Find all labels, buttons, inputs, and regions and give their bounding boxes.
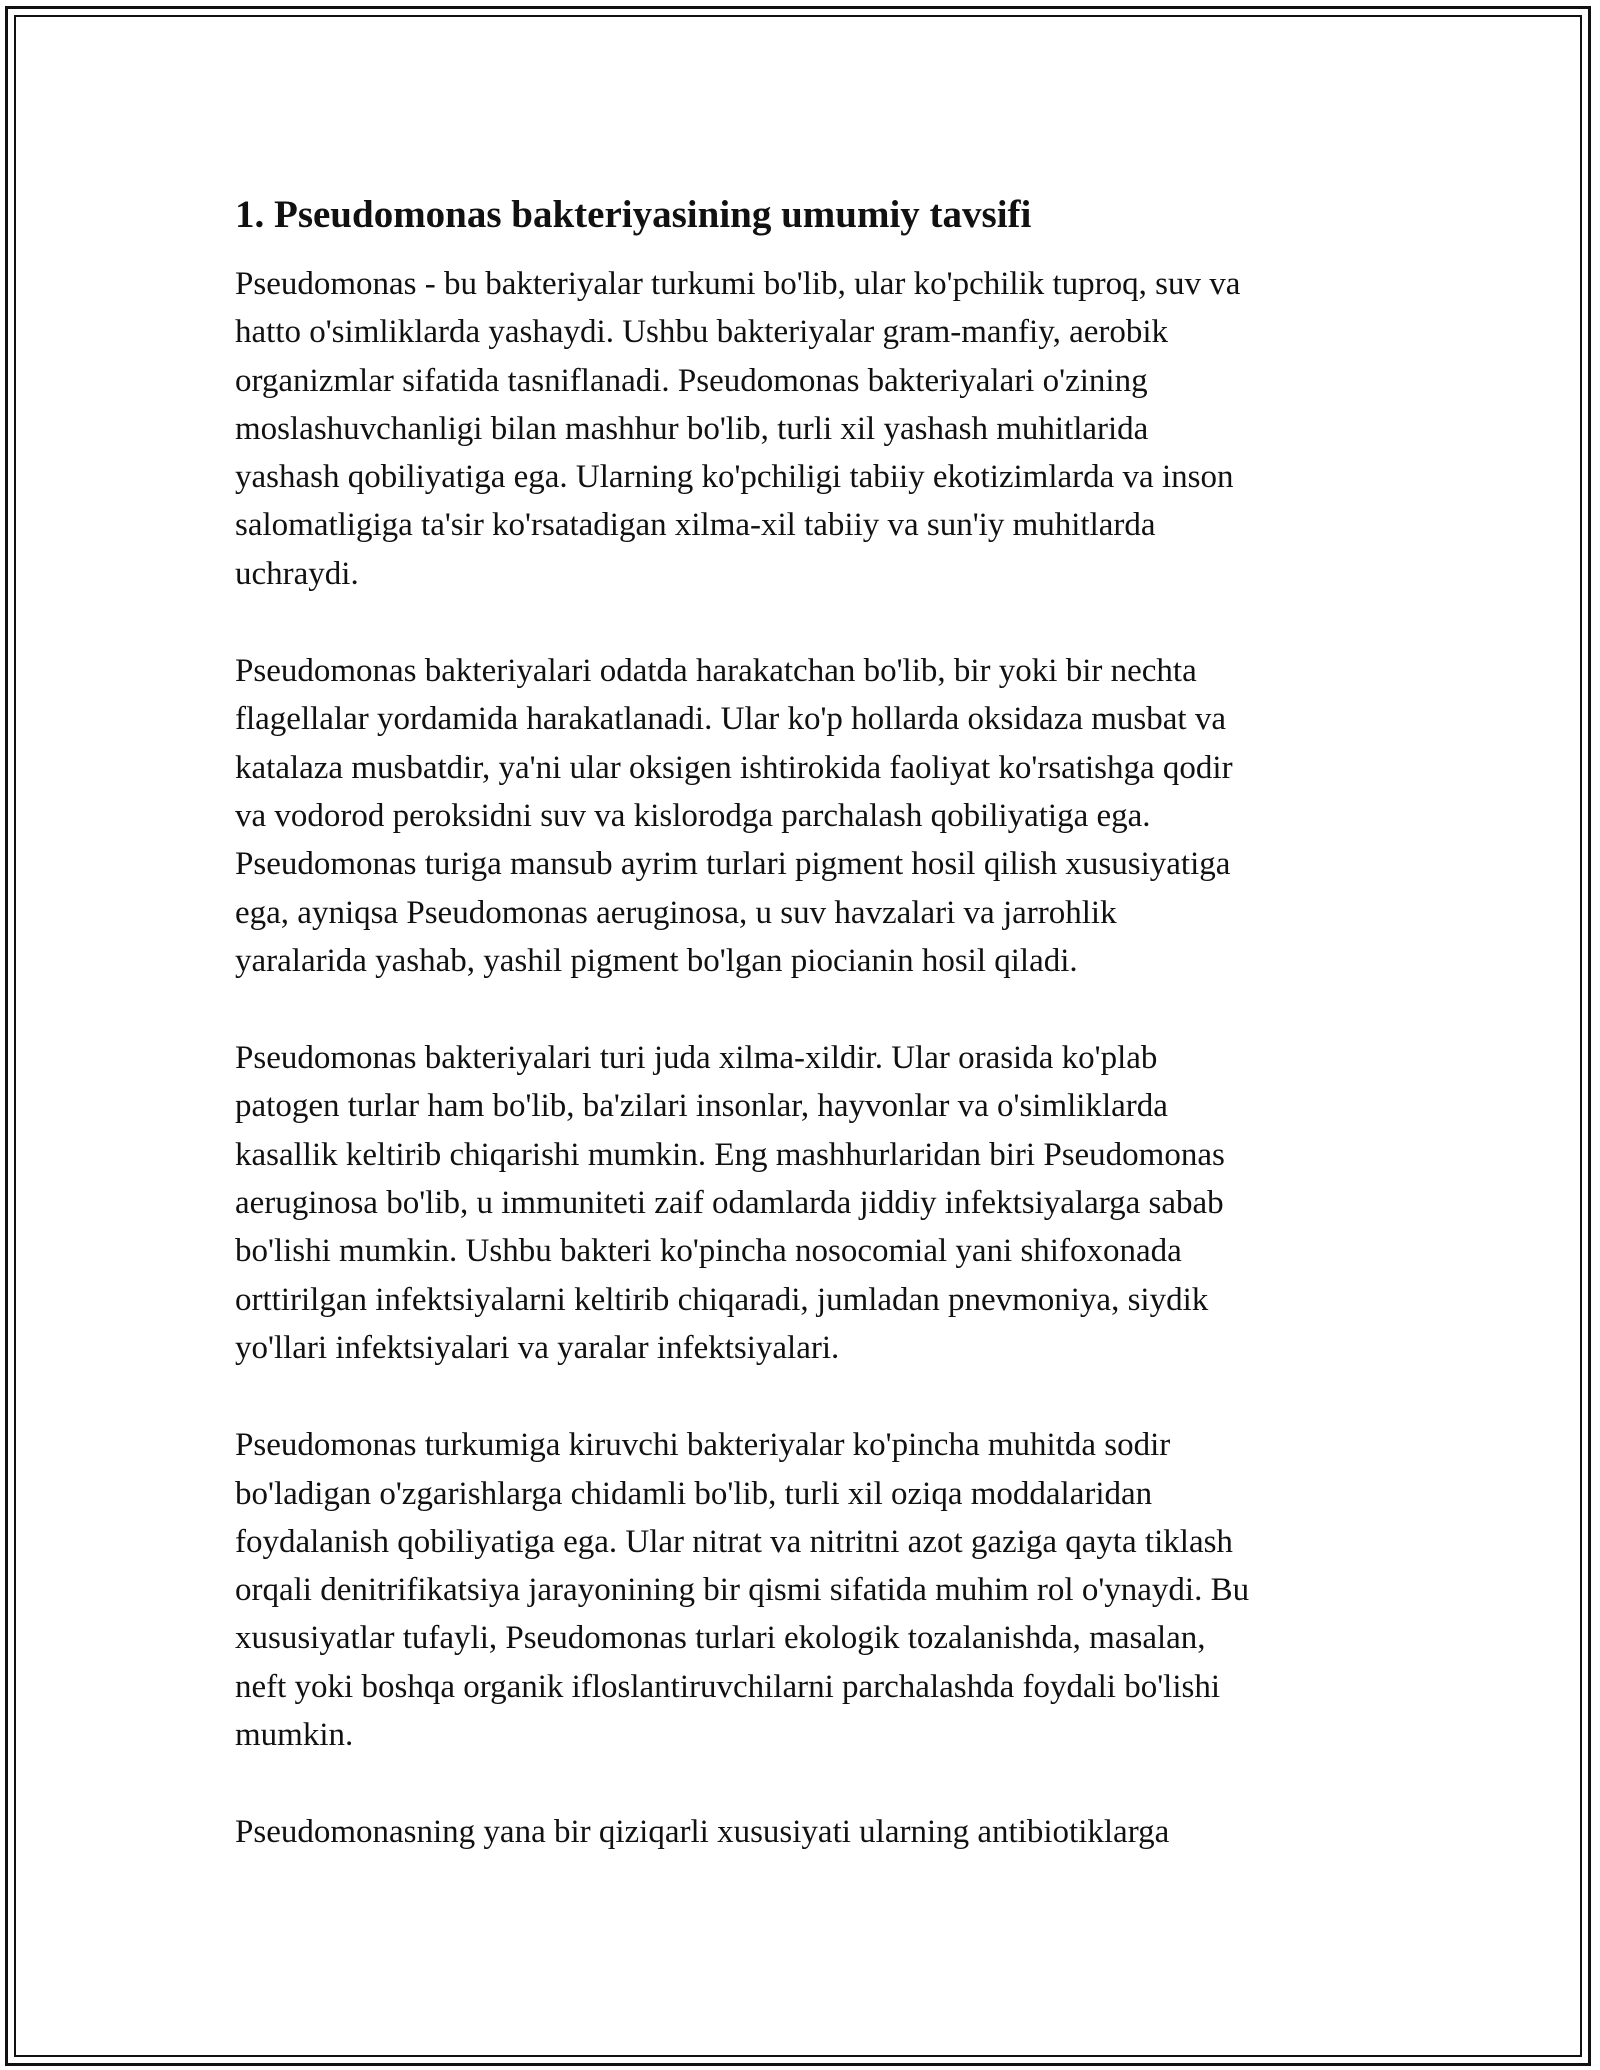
paragraph-line: moslashuvchanligi bilan mashhur bo'lib, turli xil yashash muhitlarida xyxy=(235,410,1149,447)
paragraph-line: mumkin. xyxy=(235,1717,354,1754)
paragraph xyxy=(235,647,1375,985)
paragraph-line: yashash qobiliyatiga ega. Ularning ko'pchiligi tabiiy ekotizimlarda va inson xyxy=(235,459,1234,496)
paragraph-line: hatto o'simliklarda yashaydi. Ushbu bakteriyalar gram-manfiy, aerobik xyxy=(235,314,1169,351)
paragraph-line: kasallik keltirib chiqarishi mumkin. Eng mashhurlaridan biri Pseudomonas xyxy=(235,1136,1225,1173)
paragraph-line: yo'llari infektsiyalari va yaralar infektsiyalari. xyxy=(235,1329,840,1366)
paragraph-line: Pseudomonasning yana bir qiziqarli xususiyati ularning antibiotiklarga xyxy=(235,1814,1170,1851)
paragraph xyxy=(235,1808,1375,1856)
paragraph xyxy=(235,1034,1375,1372)
paragraphs-container xyxy=(235,260,1375,1857)
paragraph-line: organizmlar sifatida tasniflanadi. Pseudomonas bakteriyalari o'zining xyxy=(235,362,1148,399)
paragraph-line: orttirilgan infektsiyalarni keltirib chiqaradi, jumladan pnevmoniya, siydik xyxy=(235,1281,1209,1318)
paragraph-line: Pseudomonas - bu bakteriyalar turkumi bo'lib, ular ko'pchilik tuproq, suv va xyxy=(235,266,1241,302)
paragraph-line: bo'ladigan o'zgarishlarga chidamli bo'lib, turli xil oziqa moddalaridan xyxy=(235,1475,1153,1512)
paragraph-line: orqali denitrifikatsiya jarayonining bir qismi sifatida muhim rol o'ynaydi. Bu xyxy=(235,1572,1250,1609)
paragraph-line: salomatligiga ta'sir ko'rsatadigan xilma-xil tabiiy va sun'iy muhitlarda xyxy=(235,507,1156,544)
paragraph-line: flagellalar yordamida harakatlanadi. Ular ko'p hollarda oksidaza musbat va xyxy=(235,701,1226,738)
paragraph-line: uchraydi. xyxy=(235,555,359,592)
document-body xyxy=(235,190,1375,1906)
paragraph-line: Pseudomonas turkumiga kiruvchi bakteriyalar ko'pincha muhitda sodir xyxy=(235,1427,1171,1464)
paragraph-line: bo'lishi mumkin. Ushbu bakteri ko'pincha nosocomial yani shifoxonada xyxy=(235,1233,1182,1270)
paragraph-line: Pseudomonas bakteriyalari odatda harakatchan bo'lib, bir yoki bir nechta xyxy=(235,653,1197,690)
paragraph-line: foydalanish qobiliyatiga ega. Ular nitrat va nitritni azot gaziga qayta tiklash xyxy=(235,1523,1233,1560)
paragraph xyxy=(235,260,1375,598)
paragraph-line: aeruginosa bo'lib, u immuniteti zaif odamlarda jiddiy infektsiyalarga sabab xyxy=(235,1185,1224,1222)
paragraph-line: patogen turlar ham bo'lib, ba'zilari insonlar, hayvonlar va o'simliklarda xyxy=(235,1088,1168,1125)
paragraph-line: Pseudomonas bakteriyalari turi juda xilma-xildir. Ular orasida ko'plab xyxy=(235,1040,1158,1077)
paragraph-line: va vodorod peroksidni suv va kislorodga parchalash qobiliyatiga ega. xyxy=(235,797,1151,834)
paragraph-line: Pseudomonas turiga mansub ayrim turlari pigment hosil qilish xususiyatiga xyxy=(235,846,1231,883)
paragraph-line: neft yoki boshqa organik ifloslantiruvchilarni parchalashda foydali bo'lishi xyxy=(235,1668,1221,1705)
paragraph-line: ega, ayniqsa Pseudomonas aeruginosa, u suv havzalari va jarrohlik xyxy=(235,894,1117,931)
paragraph xyxy=(235,1421,1375,1759)
paragraph-line: katalaza musbatdir, ya'ni ular oksigen ishtirokida faoliyat ko'rsatishga qodir xyxy=(235,749,1233,786)
paragraph-line: yaralarida yashab, yashil pigment bo'lgan piocianin hosil qiladi. xyxy=(235,942,1078,979)
section-heading: 1. Pseudomonas bakteriyasining umumiy tavsifi xyxy=(235,193,1032,236)
paragraph-line: xususiyatlar tufayli, Pseudomonas turlari ekologik tozalanishda, masalan, xyxy=(235,1620,1206,1657)
